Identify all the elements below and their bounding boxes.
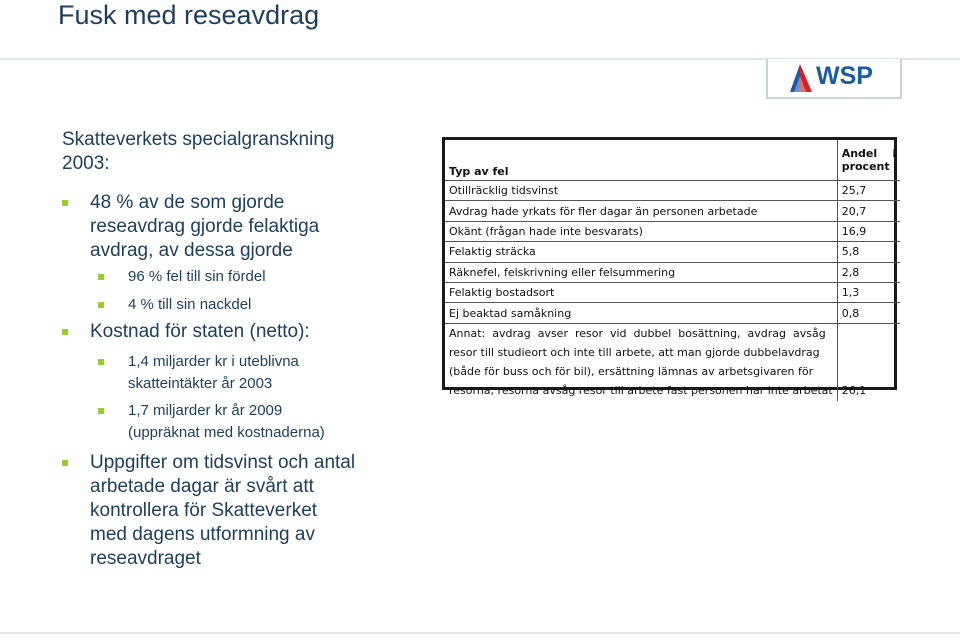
table-row bbox=[445, 282, 900, 302]
row-value: 1,3 bbox=[837, 282, 900, 302]
row-value: 5,8 bbox=[837, 242, 900, 262]
row-label: Felaktig bostadsort bbox=[445, 282, 837, 302]
table-row-annat bbox=[445, 323, 900, 401]
header-typ-av-fel: Typ av fel bbox=[445, 140, 837, 181]
intro-line-1: Skatteverkets specialgranskning bbox=[62, 129, 335, 150]
error-type-table bbox=[442, 137, 897, 397]
bullet-text: 1,7 miljarder kr år 2009 (uppräknat med kostnaderna) bbox=[128, 402, 325, 441]
row-value: 25,7 bbox=[837, 181, 900, 201]
table-row bbox=[445, 262, 900, 282]
bullet-marker bbox=[98, 274, 104, 280]
bullet-marker bbox=[98, 302, 104, 308]
bullet-text: 96 % fel till sin fördel bbox=[128, 268, 266, 285]
bullet-text: 4 % till sin nackdel bbox=[128, 296, 252, 313]
wsp-logo-icon bbox=[788, 62, 814, 94]
table-row bbox=[445, 221, 900, 241]
row-label: Annat: avdrag avser resor vid dubbel bosättning, avdrag avsåg resor till studieort och inte till arbete, att man gjorde dubbelavdrag (både för buss och för bil), ersättning lämnas av arbetsgivaren för resorna, resorna avsåg resor till arbete fast personen har inte arbetat bbox=[449, 326, 833, 397]
bullet-marker bbox=[62, 329, 68, 335]
wsp-logo-text: WSP bbox=[816, 62, 873, 90]
table-row bbox=[445, 201, 900, 221]
slide-title: Fusk med reseavdrag bbox=[58, 0, 320, 30]
table-row bbox=[445, 242, 900, 262]
bullet-marker bbox=[98, 359, 104, 365]
table-row bbox=[445, 181, 900, 201]
header-andel: Andel i procent bbox=[837, 140, 900, 181]
bullet-text: Kostnad för staten (netto): bbox=[90, 321, 310, 342]
row-label: Räknefel, felskrivning eller felsummering bbox=[445, 262, 837, 282]
row-value: 20,7 bbox=[837, 201, 900, 221]
row-label: Avdrag hade yrkats för fler dagar än personen arbetade bbox=[445, 201, 837, 221]
row-value: 26,1 bbox=[837, 323, 900, 401]
bullet-text: Uppgifter om tidsvinst och antal arbetade dagar är svårt att kontrollera för Skatteverket med dagens utformning av reseavdraget bbox=[90, 452, 356, 569]
row-label: Otillräcklig tidsvinst bbox=[445, 181, 837, 201]
row-label: Ej beaktad samåkning bbox=[445, 303, 837, 323]
row-label: Okänt (frågan hade inte besvarats) bbox=[445, 221, 837, 241]
wsp-logo bbox=[766, 59, 902, 99]
bullet-text: 1,4 miljarder kr i uteblivna skatteintäkter år 2003 bbox=[128, 353, 299, 392]
footer-divider bbox=[0, 632, 960, 634]
bullet-text: 48 % av de som gjorde reseavdrag gjorde felaktiga avdrag, av dessa gjorde bbox=[90, 192, 320, 261]
table-row bbox=[445, 303, 900, 323]
row-value: 2,8 bbox=[837, 262, 900, 282]
bullet-marker bbox=[62, 200, 68, 206]
row-value: 16,9 bbox=[837, 221, 900, 241]
table bbox=[445, 140, 900, 401]
table-header-row bbox=[445, 140, 900, 181]
row-label: Felaktig sträcka bbox=[445, 242, 837, 262]
bullet-marker bbox=[98, 408, 104, 414]
row-value: 0,8 bbox=[837, 303, 900, 323]
bullet-marker bbox=[62, 460, 68, 466]
intro-line-2: 2003: bbox=[62, 153, 110, 174]
intro-text bbox=[62, 128, 422, 176]
